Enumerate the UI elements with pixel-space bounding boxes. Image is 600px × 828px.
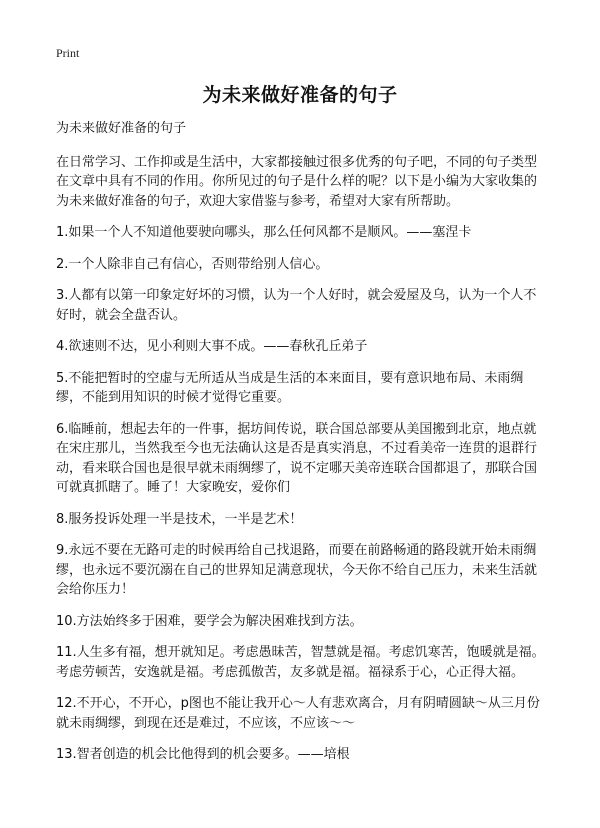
list-item: 2.一个人除非自己有信心，否则带给别人信心。: [56, 256, 329, 272]
list-item: 8.服务投诉处理一半是技术，一半是艺术！: [56, 511, 303, 527]
article-body: [56, 119, 546, 777]
article-subtitle: 为未来做好准备的句子: [56, 121, 187, 136]
print-link[interactable]: Print: [56, 46, 80, 60]
page-title: 为未来做好准备的句子: [202, 84, 398, 106]
list-item: 4.欲速则不达，见小利则大事不成。——春秋孔丘弟子: [56, 339, 368, 354]
list-item: 13.智者创造的机会比他得到的机会要多。——培根: [56, 747, 350, 762]
list-item: 6.临睡前，想起去年的一件事，据坊间传说，联合国总部要从美国搬到北京，地点就在宋庄那儿，当然我至今也无法确认这是否是真实消息，不过看美帝一连贯的退群行动，看来联合国也是很早就未雨绸缪了，说不定哪天美帝连联合国都退了，那联合国可就真抓瞎了。睡了！大家晚安，爱你们: [56, 421, 538, 495]
list-item: 9.永远不要在无路可走的时候再给自己找退路，而要在前路畅通的路段就开始未雨绸缪，也永远不要沉溺在自己的世界知足满意现状，今天你不给自己压力，未来生活就会给你压力！: [56, 543, 538, 597]
list-item: 12.不开心，不开心，p图也不能让我开心～人有悲欢离合，月有阴晴圆缺～从三月份就未雨绸缪，到现在还是难过，不应该，不应该～～: [56, 696, 540, 731]
list-item: 3.人都有以第一印象定好坏的习惯，认为一个人好时，就会爱屋及乌，认为一个人不好时，就会全盘否认。: [56, 288, 537, 323]
list-item: 10.方法始终多于困难，要学会为解决困难找到方法。: [56, 613, 363, 629]
list-item: 11.人生多有福，想开就知足。考虑愚昧苦，智慧就是福。考虑饥寒苦，饱暖就是福。考虑劳顿苦，安逸就是福。考虑孤傲苦，友多就是福。福禄系于心，心正得大福。: [56, 645, 545, 680]
intro-paragraph: 在日常学习、工作抑或是生活中，大家都接触过很多优秀的句子吧，不同的句子类型在文章中具有不同的作用。你所见过的句子是什么样的呢？以下是小编为大家收集的为未来做好准备的句子，欢迎大家借鉴与参考，希望对大家有所帮助。: [56, 154, 538, 209]
list-item: 1.如果一个人不知道他要驶向哪头，那么任何风都不是顺风。——塞涅卡: [56, 225, 472, 240]
list-item: 5.不能把暂时的空虚与无所适从当成是生活的本来面目，要有意识地布局、未雨绸缪，不能到用知识的时候才觉得它重要。: [56, 370, 524, 405]
